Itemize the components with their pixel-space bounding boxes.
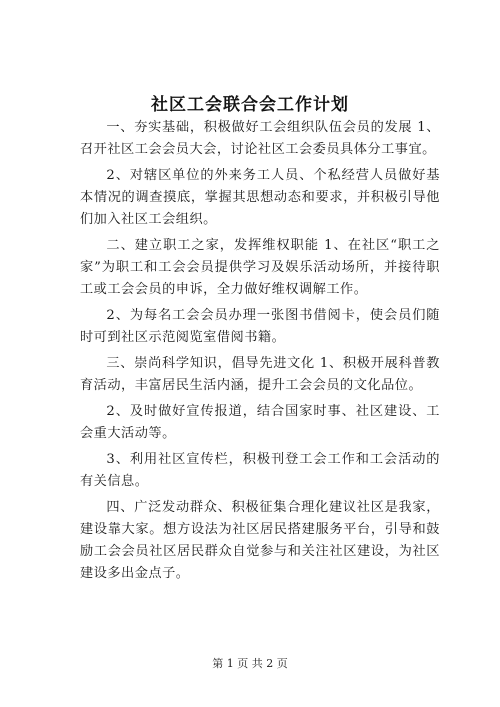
paragraph-5: 三、崇尚科学知识，倡导先进文化 1、积极开展科普教育活动，丰富居民生活内涵，提升工会会员的文化品位。 — [80, 356, 440, 393]
paragraph-3: 二、建立职工之家，发挥维权职能 1、在社区“职工之家”为职工和工会会员提供学习及娱乐活动场所，并接待职工或工会会员的申诉，全力做好维权调解工作。 — [80, 238, 440, 297]
page-footer: 第 1 页 共 2 页 — [212, 657, 288, 670]
page-title: 社区工会联合会工作计划 — [151, 95, 349, 115]
paragraph-7: 3、利用社区宣传栏，积极刊登工会工作和工会活动的有关信息。 — [80, 452, 440, 489]
paragraph-2: 2、对辖区单位的外来务工人员、个私经营人员做好基本情况的调查摸底，掌握其思想动态和要求，并积极引导他们加入社区工会组织。 — [80, 168, 440, 227]
paragraph-1: 一、夯实基础，积极做好工会组织队伍会员的发展 1、召开社区工会会员大会，讨论社区工会委员具体分工事宜。 — [80, 120, 440, 157]
document-body — [80, 117, 440, 589]
paragraph-4: 2、为每名工会会员办理一张图书借阅卡，使会员们随时可到社区示范阅览室借阅书籍。 — [80, 308, 440, 345]
paragraph-8: 四、广泛发动群众、积极征集合理化建议社区是我家，建设靠大家。想方设法为社区居民搭建服务平台，引导和鼓励工会会员社区居民群众自觉参与和关注社区建设，为社区建设多出金点子。 — [80, 500, 440, 581]
paragraph-6: 2、及时做好宣传报道，结合国家时事、社区建设、工会重大活动等。 — [80, 404, 440, 441]
